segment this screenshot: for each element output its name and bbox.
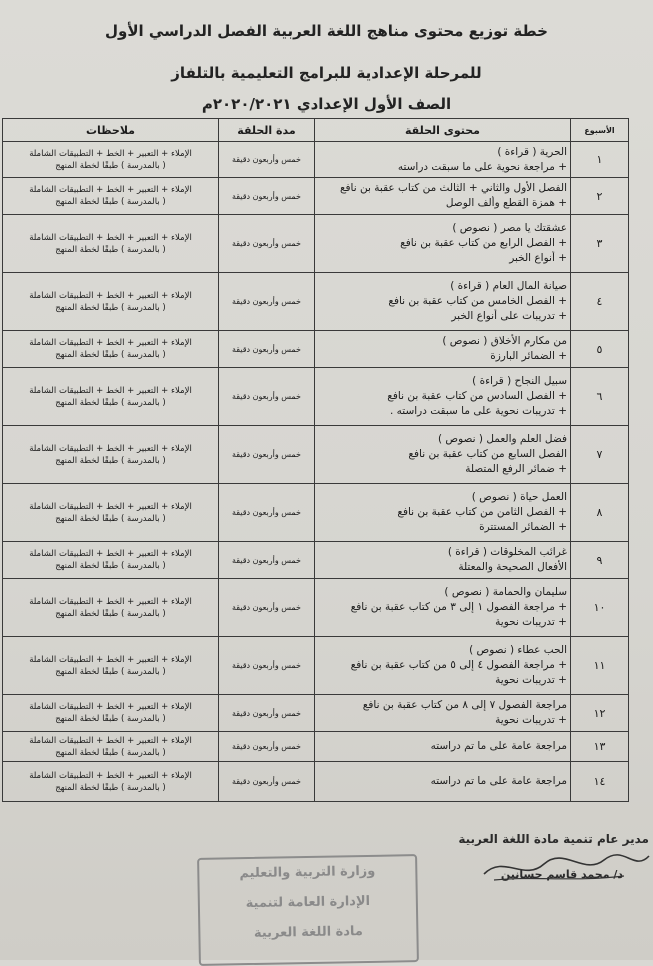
table-row: [3, 695, 629, 732]
schedule-table: [2, 118, 629, 802]
episode-notes: [3, 142, 219, 178]
notes-line: الإملاء + التعبير + الخط + التطبيقات الشاملة: [29, 702, 192, 712]
header-notes: ملاحظات: [3, 119, 219, 142]
week-number: ٩: [571, 542, 629, 579]
week-number: ١٤: [571, 762, 629, 802]
notes-line: ( بالمدرسة ) طبقًا لخطة المنهج: [55, 197, 166, 207]
episode-notes: [3, 484, 219, 542]
week-number: ٥: [571, 331, 629, 368]
notes-line: ( بالمدرسة ) طبقًا لخطة المنهج: [55, 513, 166, 524]
episode-content: [315, 695, 571, 732]
notes-line: الإملاء + التعبير + الخط + التطبيقات الشاملة: [29, 148, 192, 159]
content-line: + الضمائر المستترة: [479, 521, 567, 533]
week-number: ١٠: [571, 579, 629, 637]
stamp-line-3: مادة اللغة العربية: [253, 924, 364, 941]
episode-notes: [3, 331, 219, 368]
episode-notes: [3, 178, 219, 215]
week-number: ٦: [571, 368, 629, 426]
episode-content: [315, 331, 571, 368]
episode-duration: خمس وأربعون دقيقة: [219, 178, 315, 215]
content-line: الأفعال الصحيحة والمعتلة: [458, 561, 567, 573]
content-line: + تدريبات نحوية: [495, 674, 567, 686]
signature-name: د/ محمد قاسم حسانين: [500, 868, 623, 881]
week-number: ٤: [571, 273, 629, 331]
table-row: [3, 484, 629, 542]
notes-line: ( بالمدرسة ) طبقًا لخطة المنهج: [55, 160, 166, 171]
episode-duration: خمس وأربعون دقيقة: [219, 368, 315, 426]
notes-line: الإملاء + التعبير + الخط + التطبيقات الشاملة: [29, 501, 192, 512]
table-row: [3, 368, 629, 426]
content-line: الحرية ( قراءة ): [497, 145, 567, 158]
table-row: [3, 762, 629, 802]
content-line: + همزة القطع وألف الوصل: [445, 197, 567, 209]
episode-duration: خمس وأربعون دقيقة: [219, 273, 315, 331]
stamp-line-1: وزارة التربية والتعليم: [239, 863, 376, 882]
week-number: ٣: [571, 215, 629, 273]
content-line: العمل حياة ( نصوص ): [471, 491, 567, 503]
episode-content: [315, 732, 571, 762]
episode-content: [315, 484, 571, 542]
table-row: [3, 178, 629, 215]
stamp-line-2: الإدارة العامة لتنمية: [245, 893, 371, 912]
episode-notes: [3, 426, 219, 484]
week-number: ١: [571, 142, 629, 178]
week-number: ١٢: [571, 695, 629, 732]
notes-line: ( بالمدرسة ) طبقًا لخطة المنهج: [55, 561, 166, 571]
notes-line: الإملاء + التعبير + الخط + التطبيقات الشاملة: [29, 443, 192, 454]
handwritten-signature-icon: [474, 846, 653, 886]
content-line: من مكارم الأخلاق ( نصوص ): [442, 335, 567, 347]
content-line: فضل العلم والعمل ( نصوص ): [437, 433, 567, 445]
notes-line: ( بالمدرسة ) طبقًا لخطة المنهج: [55, 244, 166, 255]
notes-line: الإملاء + التعبير + الخط + التطبيقات الشاملة: [29, 338, 192, 348]
notes-line: ( بالمدرسة ) طبقًا لخطة المنهج: [55, 666, 166, 677]
episode-duration: خمس وأربعون دقيقة: [219, 542, 315, 579]
header-content: محتوى الحلقة: [315, 119, 571, 142]
episode-content: [315, 178, 571, 215]
week-number: ٢: [571, 178, 629, 215]
episode-content: [315, 368, 571, 426]
content-line: + تدريبات على أنواع الخبر: [451, 310, 567, 322]
episode-content: [315, 426, 571, 484]
episode-content: [315, 142, 571, 178]
content-line: + مراجعة الفصول ٤ إلى ٥ من كتاب عقبة بن نافع: [350, 659, 567, 671]
episode-content: [315, 215, 571, 273]
week-number: ١١: [571, 637, 629, 695]
episode-notes: [3, 695, 219, 732]
document-subtitle: للمرحلة الإعدادية للبرامج التعليمية بالتلفاز: [171, 64, 482, 82]
notes-line: الإملاء + التعبير + الخط + التطبيقات الشاملة: [29, 770, 192, 781]
episode-duration: خمس وأربعون دقيقة: [219, 695, 315, 732]
content-line: + الفصل السادس من كتاب عقبة بن نافع: [387, 390, 567, 402]
content-line: + تدريبات نحوية: [495, 714, 567, 726]
content-line: + الضمائر البارزة: [490, 350, 567, 362]
episode-duration: خمس وأربعون دقيقة: [219, 484, 315, 542]
notes-line: ( بالمدرسة ) طبقًا لخطة المنهج: [55, 302, 166, 313]
table-row: [3, 142, 629, 178]
notes-line: الإملاء + التعبير + الخط + التطبيقات الشاملة: [29, 735, 192, 746]
content-line: + ضمائر الرفع المتصلة: [465, 463, 567, 475]
content-line: عشقتك يا مصر ( نصوص ): [452, 222, 567, 234]
episode-notes: [3, 732, 219, 762]
episode-notes: [3, 637, 219, 695]
content-line: الحب عطاء ( نصوص ): [469, 644, 567, 656]
header-week: الأسبوع: [571, 119, 629, 142]
content-line: + مراجعة نحوية على ما سبقت دراسته: [397, 160, 567, 173]
table-row: [3, 637, 629, 695]
content-line: غرائب المخلوقات ( قراءة ): [447, 546, 567, 558]
episode-duration: خمس وأربعون دقيقة: [219, 762, 315, 802]
content-line: الفصل السابع من كتاب عقبة بن نافع: [408, 448, 567, 460]
content-line: + الفصل الرابع من كتاب عقبة بن نافع: [400, 237, 567, 249]
official-stamp: [197, 854, 419, 966]
episode-duration: خمس وأربعون دقيقة: [219, 331, 315, 368]
notes-line: ( بالمدرسة ) طبقًا لخطة المنهج: [55, 608, 166, 619]
episode-content: [315, 637, 571, 695]
content-line: سليمان والحمامة ( نصوص ): [444, 586, 567, 598]
table-row: [3, 426, 629, 484]
signature-title: مدير عام تنمية مادة اللغة العربية: [458, 832, 649, 846]
content-line: مراجعة عامة على ما تم دراسته: [430, 775, 567, 787]
content-line: + مراجعة الفصول ١ إلى ٣ من كتاب عقبة بن نافع: [350, 601, 567, 613]
episode-duration: خمس وأربعون دقيقة: [219, 142, 315, 178]
notes-line: ( بالمدرسة ) طبقًا لخطة المنهج: [55, 747, 166, 758]
table-row: [3, 542, 629, 579]
content-line: صيانة المال العام ( قراءة ): [450, 280, 567, 292]
content-line: + تدريبات نحوية: [495, 616, 567, 628]
content-line: مراجعة الفصول ٧ إلى ٨ من كتاب عقبة بن نافع: [362, 699, 567, 711]
header-duration: مدة الحلقة: [219, 119, 315, 142]
episode-content: [315, 542, 571, 579]
table-row: [3, 215, 629, 273]
notes-line: الإملاء + التعبير + الخط + التطبيقات الشاملة: [29, 232, 192, 243]
notes-line: الإملاء + التعبير + الخط + التطبيقات الشاملة: [29, 549, 192, 559]
table-row: [3, 273, 629, 331]
episode-duration: خمس وأربعون دقيقة: [219, 732, 315, 762]
episode-notes: [3, 542, 219, 579]
episode-duration: خمس وأربعون دقيقة: [219, 637, 315, 695]
notes-line: الإملاء + التعبير + الخط + التطبيقات الشاملة: [29, 596, 192, 607]
notes-line: الإملاء + التعبير + الخط + التطبيقات الشاملة: [29, 654, 192, 665]
content-line: سبيل النجاح ( قراءة ): [472, 375, 567, 387]
week-number: ٧: [571, 426, 629, 484]
content-line: + الفصل الثامن من كتاب عقبة بن نافع: [397, 506, 567, 518]
notes-line: الإملاء + التعبير + الخط + التطبيقات الشاملة: [29, 290, 192, 301]
document-title: خطة توزيع محتوى مناهج اللغة العربية الفصل الدراسي الأول: [105, 22, 548, 40]
notes-line: ( بالمدرسة ) طبقًا لخطة المنهج: [55, 455, 166, 466]
table-row: [3, 732, 629, 762]
content-line: + تدريبات نحوية على ما سبقت دراسته .: [389, 405, 567, 417]
episode-content: [315, 579, 571, 637]
notes-line: ( بالمدرسة ) طبقًا لخطة المنهج: [55, 714, 166, 724]
notes-line: الإملاء + التعبير + الخط + التطبيقات الشاملة: [29, 185, 192, 195]
episode-content: [315, 273, 571, 331]
episode-duration: خمس وأربعون دقيقة: [219, 426, 315, 484]
episode-notes: [3, 579, 219, 637]
grade-year-heading: الصف الأول الإعدادي ٢٠٢٠/٢٠٢١م: [201, 95, 452, 113]
episode-duration: خمس وأربعون دقيقة: [219, 579, 315, 637]
week-number: ٨: [571, 484, 629, 542]
content-line: + أنواع الخبر: [509, 252, 567, 264]
episode-notes: [3, 762, 219, 802]
notes-line: ( بالمدرسة ) طبقًا لخطة المنهج: [55, 397, 166, 408]
table-header-row: [3, 119, 629, 142]
notes-line: ( بالمدرسة ) طبقًا لخطة المنهج: [55, 782, 166, 793]
content-line: الفصل الأول والثاني + الثالث من كتاب عقبة بن نافع: [339, 182, 567, 194]
episode-notes: [3, 215, 219, 273]
table-row: [3, 579, 629, 637]
episode-content: [315, 762, 571, 802]
week-number: ١٣: [571, 732, 629, 762]
table-row: [3, 331, 629, 368]
episode-notes: [3, 368, 219, 426]
content-line: مراجعة عامة على ما تم دراسته: [430, 740, 567, 752]
episode-duration: خمس وأربعون دقيقة: [219, 215, 315, 273]
content-line: + الفصل الخامس من كتاب عقبة بن نافع: [388, 295, 567, 307]
notes-line: الإملاء + التعبير + الخط + التطبيقات الشاملة: [29, 385, 192, 396]
notes-line: ( بالمدرسة ) طبقًا لخطة المنهج: [55, 350, 166, 360]
episode-notes: [3, 273, 219, 331]
